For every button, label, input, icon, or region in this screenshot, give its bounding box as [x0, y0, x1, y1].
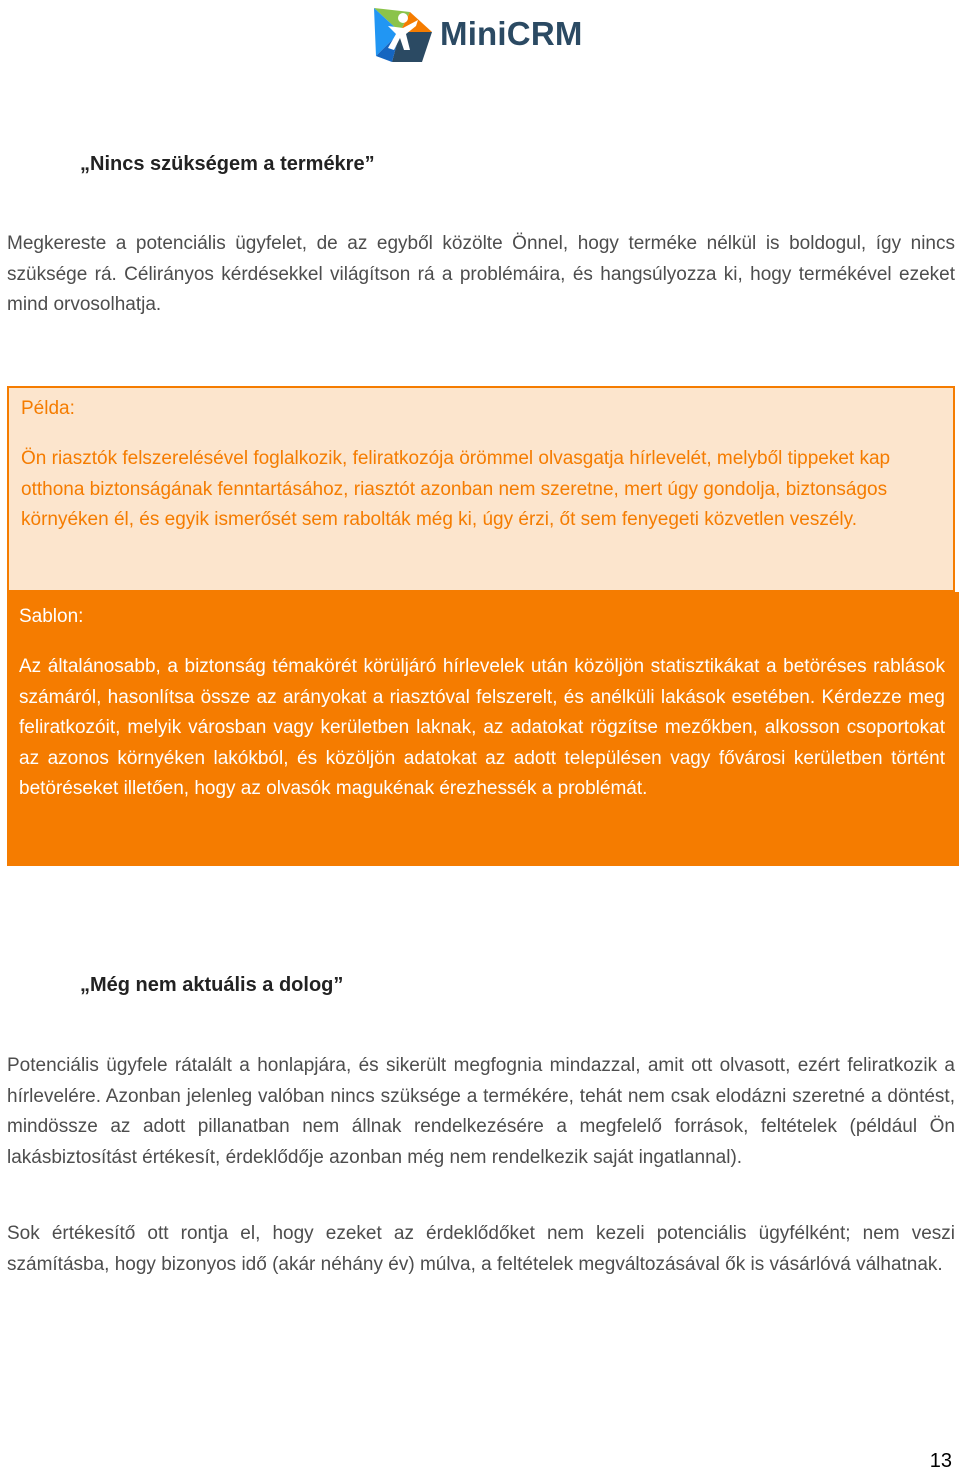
minicrm-logo-icon	[370, 2, 434, 66]
template-box	[7, 592, 959, 866]
section-heading: „Nincs szükségem a termékre”	[80, 153, 375, 175]
template-label: Sablon:	[19, 606, 84, 627]
page-number: 13	[929, 1450, 952, 1472]
example-box	[7, 386, 955, 592]
body-paragraph: Potenciális ügyfele rátalált a honlapjára, és sikerült megfognia mindazzal, amit ott olvasott, ezért feliratkozik a hírlevelére. Azonban jelenleg valóban nincs szüksége a termékére, tehát nem csak elodázni szeretné a döntést, mindössze az adott pillanatban nem állnak rendelkezésére a megfelelő források, feltételek (például Ön lakásbiztosítást értékesít, érdeklődője azonban még nem rendelkezik saját ingatlannal).	[7, 1055, 955, 1168]
example-label: Példa:	[21, 398, 75, 419]
logo-text: MiniCRM	[440, 15, 583, 52]
body-paragraph: Sok értékesítő ott rontja el, hogy ezeket az érdeklődőket nem kezeli potenciális ügyfélként; nem veszi számításba, hogy bizonyos idő (akár néhány év) múlva, a feltételek megváltozásával ők is vásárlóvá válhatnak.	[7, 1223, 955, 1275]
minicrm-logo	[370, 2, 583, 66]
body-paragraph: Megkereste a potenciális ügyfelet, de az egyből közölte Önnel, hogy terméke nélkül is boldogul, így nincs szüksége rá. Célirányos kérdésekkel világítson rá a problémáira, és hangsúlyozza ki, hogy termékével ezeket mind orvosolhatja.	[7, 233, 955, 315]
example-text: Ön riasztók felszerelésével foglalkozik, feliratkozója örömmel olvasgatja hírlevelét, melyből tippeket kap otthona biztonságának fenntartásához, riasztót azonban nem szeretne, mert úgy gondolja, biztonságos környéken él, és egyik ismerősét sem rabolták még ki, úgy érzi, őt sem fenyegeti közvetlen veszély.	[21, 448, 891, 530]
template-text: Az általánosabb, a biztonság témakörét körüljáró hírlevelek után közöljön statisztikákat a betöréses rablások számáról, hasonlítsa össze az arányokat a riasztóval felszerelt, és anélküli lakások esetében. Kérdezze meg feliratkozóit, melyik városban vagy kerületben laknak, az adatokat rögzítse mezőkben, alkosson csoportokat az azonos környéken lakókból, és közöljön adatokat az adott településen vagy fővárosi kerületben történt betöréseket illetően, hogy az olvasók magukénak érezhessék a problémát.	[19, 656, 945, 799]
section-heading: „Még nem aktuális a dolog”	[80, 974, 344, 996]
